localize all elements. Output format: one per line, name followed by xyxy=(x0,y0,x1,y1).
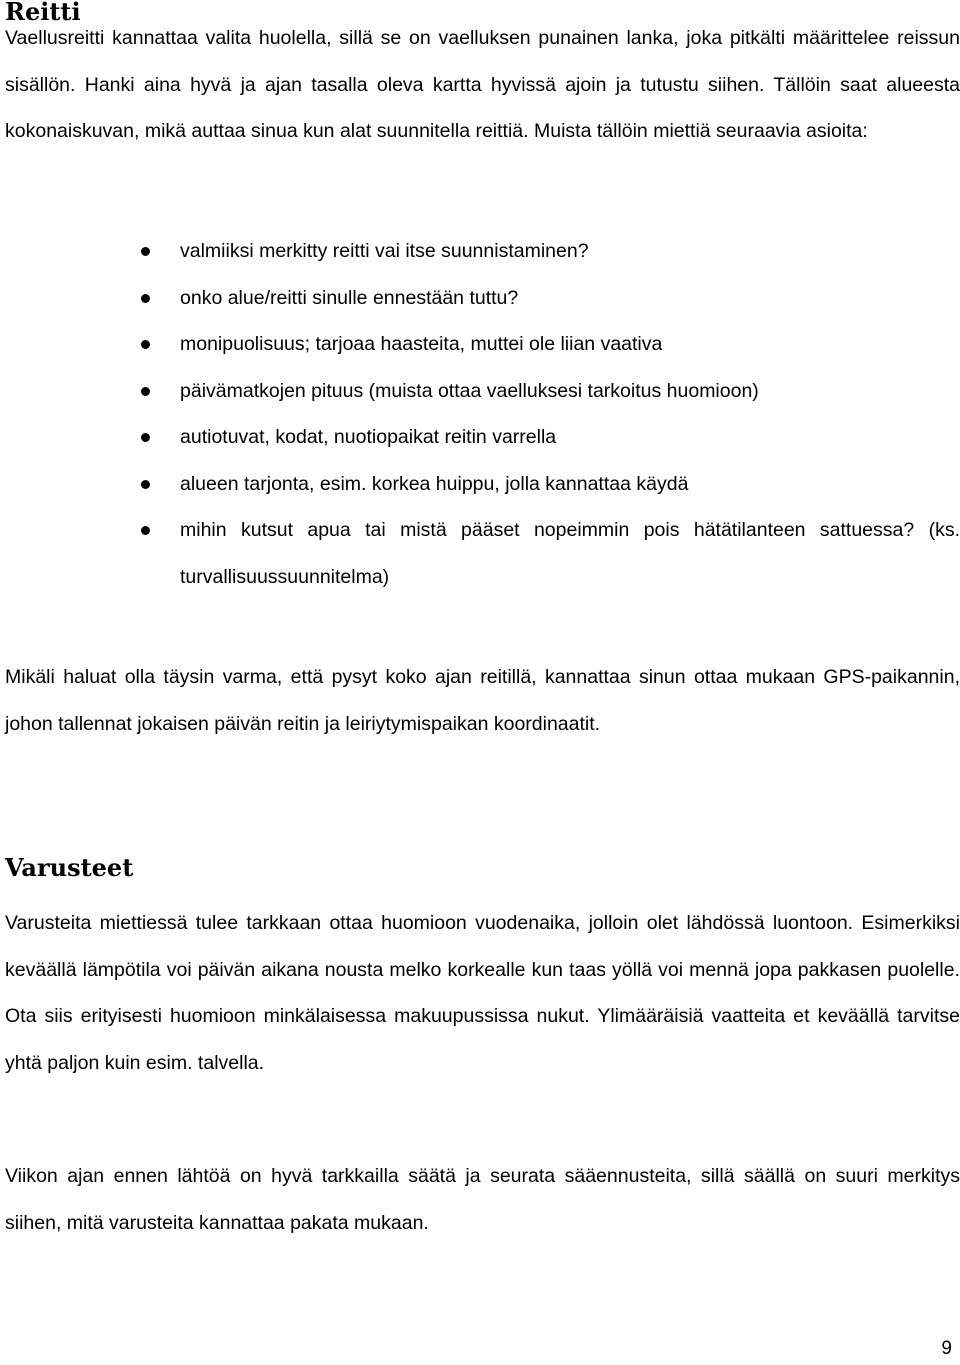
list-item xyxy=(0,228,960,275)
section-heading-reitti: Reitti xyxy=(5,0,81,26)
list-item-text: päivämatkojen pituus (muista ottaa vaelluksesi tarkoitus huomioon) xyxy=(180,379,759,402)
list-item-text: mihin kutsut apua tai mistä pääset nopeimmin pois hätätilanteen sattuessa? (ks. turvallisuussuunnitelma) xyxy=(180,519,960,588)
varusteet-paragraph-2: Viikon ajan ennen lähtöä on hyvä tarkkailla säätä ja seurata sääennusteita, sillä säällä on suuri merkitys siihen, mitä varusteita kannattaa pakata mukaan. xyxy=(5,1165,960,1234)
list-item-text: onko alue/reitti sinulle ennestään tuttu? xyxy=(180,286,519,309)
list-item-text: monipuolisuus; tarjoaa haasteita, muttei ole liian vaativa xyxy=(180,333,663,355)
list-item xyxy=(0,461,960,508)
bullet-icon xyxy=(141,247,150,256)
bullet-icon xyxy=(141,433,150,442)
list-item xyxy=(0,275,960,322)
bullet-icon xyxy=(141,340,150,349)
list-item xyxy=(0,414,960,461)
list-item-text: valmiiksi merkitty reitti vai itse suunnistaminen? xyxy=(180,240,589,262)
bullet-icon xyxy=(141,480,150,489)
section-heading-varusteet: Varusteet xyxy=(5,853,134,882)
list-item xyxy=(0,321,960,368)
bullet-icon xyxy=(141,294,150,303)
gps-paragraph: Mikäli haluat olla täysin varma, että pysyt koko ajan reitillä, kannattaa sinun ottaa mukaan GPS-paikannin, johon tallennat jokaisen päivän reitin ja leiriytymispaikan koordinaatit. xyxy=(5,666,960,735)
route-checklist xyxy=(0,228,960,600)
list-item xyxy=(0,368,960,415)
bullet-icon xyxy=(141,387,150,396)
list-item xyxy=(0,507,960,600)
page-number: 9 xyxy=(941,1338,952,1359)
list-item-text: autiotuvat, kodat, nuotiopaikat reitin varrella xyxy=(180,426,557,448)
list-item-text: alueen tarjonta, esim. korkea huippu, jolla kannattaa käydä xyxy=(180,472,689,495)
reitti-intro-paragraph: Vaellusreitti kannattaa valita huolella, sillä se on vaelluksen punainen lanka, joka pitkälti määrittelee reissun sisällön. Hanki aina hyvä ja ajan tasalla oleva kartta hyvissä ajoin ja tutustu siihen. Tällöin saat alueesta kokonaiskuvan, mikä auttaa sinua kun alat suunnitella reittiä. Muista tällöin miettiä seuraavia asioita: xyxy=(5,27,960,142)
varusteet-paragraph-1: Varusteita miettiessä tulee tarkkaan ottaa huomioon vuodenaika, jolloin olet lähdössä luontoon. Esimerkiksi keväällä lämpötila voi päivän aikana nousta melko korkealle kun taas yöllä voi mennä jopa pakkasen puolelle. Ota siis erityisesti huomioon minkälaisessa makuupussissa nukut. Ylimääräisiä vaatteita et keväällä tarvitse yhtä paljon kuin esim. talvella. xyxy=(5,912,960,1074)
bullet-icon xyxy=(141,526,150,535)
